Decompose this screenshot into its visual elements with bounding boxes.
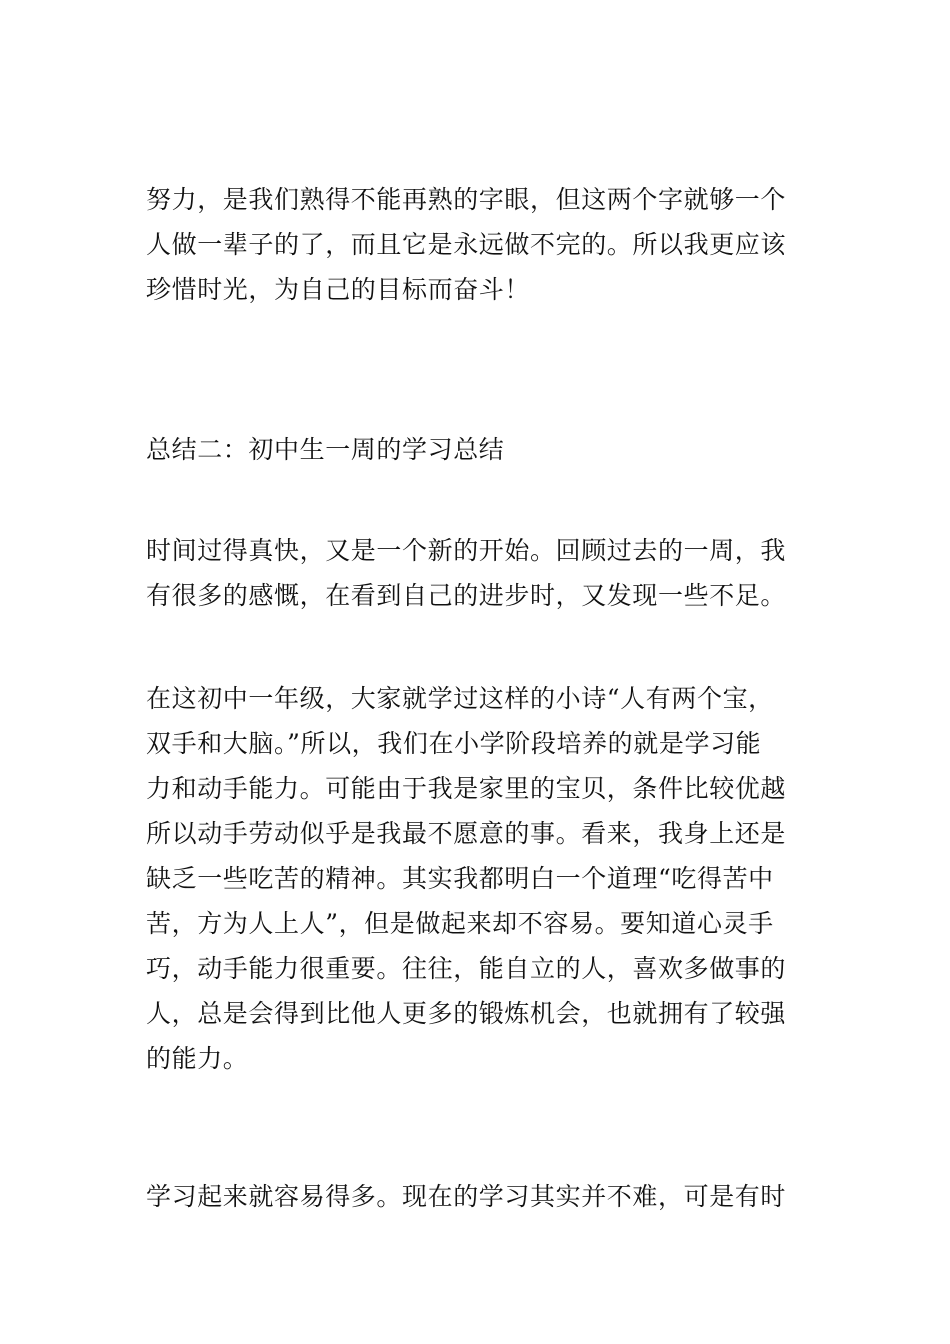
paragraph-effort	[146, 177, 808, 312]
paragraph-line: 学习起来就容易得多。现在的学习其实并不难，可是有时	[146, 1182, 787, 1211]
paragraph-study	[146, 1174, 808, 1219]
paragraph-line: 所以动手劳动似乎是我最不愿意的事。看来，我身上还是	[146, 819, 787, 848]
paragraph-line: 时间过得真快，又是一个新的开始。回顾过去的一周，我	[146, 536, 787, 565]
paragraph-time	[146, 528, 808, 618]
paragraph-line: 双手和大脑。”所以，我们在小学阶段培养的就是学习能	[146, 729, 762, 758]
paragraph-line: 人做一辈子的了，而且它是永远做不完的。所以我更应该	[146, 230, 787, 259]
section-heading: 总结二：初中生一周的学习总结	[146, 435, 505, 464]
paragraph-line: 的能力。	[146, 1044, 249, 1073]
paragraph-line: 珍惜时光，为自己的目标而奋斗！	[146, 275, 531, 304]
paragraph-line: 有很多的感慨，在看到自己的进步时，又发现一些不足。	[146, 581, 787, 610]
paragraph-hands-and-brain	[146, 676, 808, 1081]
paragraph-line: 巧，动手能力很重要。往往，能自立的人，喜欢多做事的	[146, 954, 787, 983]
paragraph-line: 力和动手能力。可能由于我是家里的宝贝，条件比较优越	[146, 774, 787, 803]
paragraph-line: 苦，方为人上人”，但是做起来却不容易。要知道心灵手	[146, 909, 774, 938]
paragraph-line: 人，总是会得到比他人更多的锻炼机会，也就拥有了较强	[146, 999, 787, 1028]
paragraph-line: 努力，是我们熟得不能再熟的字眼，但这两个字就够一个	[146, 185, 787, 214]
paragraph-line: 缺乏一些吃苦的精神。其实我都明白一个道理“吃得苦中	[146, 864, 774, 893]
paragraph-line: 在这初中一年级，大家就学过这样的小诗“人有两个宝，	[146, 684, 774, 713]
